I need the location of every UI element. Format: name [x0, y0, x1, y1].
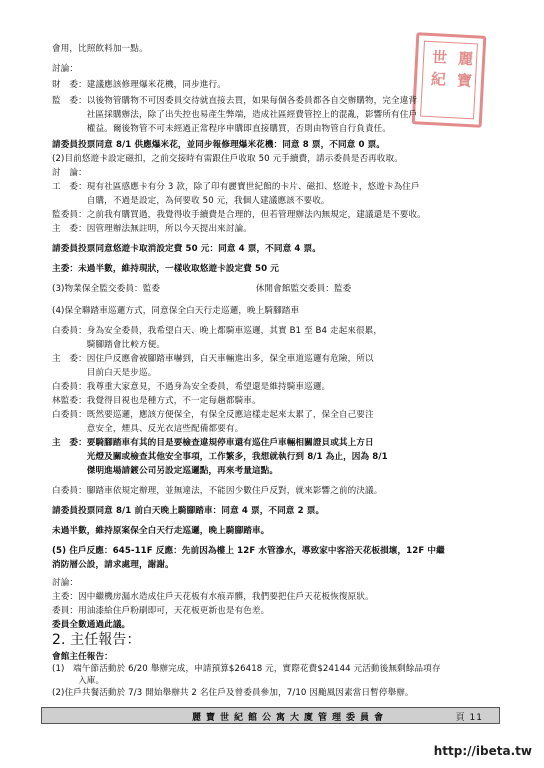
- text-line: 社區採購辦法，除了出失控也易產生弊端，造成社區經費管控上的混亂，影響所有住戶: [52, 110, 418, 120]
- vote-result: 請委員投票同意 8/1 前白天晚上騎腳踏車：同意 4 票，不同意 2 票。: [52, 506, 325, 516]
- text-line: 主 委：因管理辦法無註明，所以今天提出來討論。: [52, 224, 252, 234]
- text-line: 財 委：建議應該修理爆米花機，同步進行。: [52, 80, 226, 90]
- watermark: http://ibeta.tw: [433, 744, 532, 758]
- text-line: 自購，不過是設定，為何要收 50 元，我個人建議應該不要收。: [52, 196, 330, 206]
- text-line: 光燈及關或檢查其他安全事項，工作繁多，我想就執行到 8/1 為止，因為 8/1: [52, 452, 388, 462]
- text-line: 主委：因中繼機房漏水造成住戶天花板有水痕弄髒，我們要把住戶天花板恢復原狀。: [52, 592, 374, 602]
- vote-result: 請委員投票同意悠遊卡取消設定費 50 元：同意 4 票，不同意 4 票。: [52, 244, 321, 254]
- agenda-item: (4)保全聯踏車巡邏方式，同意保全白天行走巡邏，晚上騎腳踏車: [52, 306, 300, 316]
- text-line: 監 委：以後物管購物不可因委員交待就直接去買，如果每個各委員都各自交辦購物，完全違背: [52, 96, 418, 106]
- vote-result: 請委員投票同意 8/1 供應爆米花，並同步報修理爆米花機：同意 8 票，不同意 0 票。: [52, 140, 386, 150]
- text-line: 傑明進場請鍍公司另設定巡邏點，再來考量這點。: [52, 466, 279, 476]
- seal-char: 紀: [430, 70, 447, 89]
- text-line: 主 委：因住戶反應會被腳踏車嚇到，白天車輛進出多，保全車道巡邏有危險，所以: [52, 354, 374, 364]
- text-line: (1) 端午節活動於 6/20 舉辦完成，申請預算$26418 元，實際花費$24144 元活動後無剩餘品項存: [52, 664, 441, 674]
- text-line: 白委員：我尊重大家意見，不過身為安全委員，希望還是維持騎車巡邏。: [52, 382, 331, 392]
- resident-report: (5) 住戶反應：645-11F 反應：先前因為樓上 12F 水管滲水，導致家中客浴天花板損壞，12F 中繼: [52, 546, 445, 556]
- text-line: 意安全，煙具、反光衣這些配備都要有。: [52, 424, 244, 434]
- text-line: 白委員：身為安全委員，我希望白天、晚上都騎車巡邏，其實 B1 至 B4 走起來很累，: [52, 326, 383, 336]
- text-line: 討論：: [52, 64, 79, 74]
- red-stamp-seal: [412, 32, 487, 128]
- footer-title: 麗寶世紀館公寓大廈管理委員會: [192, 713, 389, 723]
- seal-char: 麗: [457, 49, 474, 69]
- text-line: 權益。爾後物管不可未經過正常程序申購即直接購買，否則由物管自行負責任。: [52, 124, 392, 134]
- seal-char: 世: [431, 48, 448, 67]
- text-line: 入庫。: [52, 676, 105, 686]
- seal-char: 寶: [456, 71, 473, 91]
- resident-report: 消防層公設，請求處理，謝謝。: [52, 560, 174, 570]
- text-line: 委員：用油漆給住戶粉刷即可，天花板更新也是有色差。: [52, 606, 270, 616]
- page-number: 頁 11: [455, 713, 483, 723]
- text-line: 討 論：: [52, 168, 87, 178]
- text-line: 討論：: [52, 578, 79, 588]
- text-line: 白委員：既然要巡邏，應該方便保全，有保全反應這樣走起來太累了，保全自己要注: [52, 410, 374, 420]
- text-line: 監委員：之前我有購買過，我覺得收手續費是合理的，但若管理辦法內無規定，建議還是不要收。: [52, 210, 426, 220]
- chair-decision: 主委：未過半數，維持現狀，一樣收取悠遊卡設定費 50 元: [52, 264, 279, 274]
- text-line: 林監委：我覺得目視也是種方式，不一定每趟都騎車。: [52, 396, 261, 406]
- subsection-heading: 會館主任報告：: [52, 652, 113, 662]
- text-line: (3)物業保全監交委員：監委 休閒會館監交委員：監委: [52, 284, 352, 294]
- page-footer: [41, 707, 500, 724]
- resolution: 委員全數通過此議。: [52, 620, 131, 630]
- text-line: 工 委：現有社區感應卡有分 3 款，除了印有麗寶世紀館的卡片、磁扣、悠遊卡，悠遊卡為住戶: [52, 182, 420, 192]
- text-line: 白委員：腳踏車依規定辦理，並無違法，不能因少數住戶反對，就來影響之前的決議。: [52, 486, 383, 496]
- text-line: 會用，比照飲料加一點。: [52, 44, 148, 54]
- text-line: 目前白天是步巡。: [52, 368, 157, 378]
- section-heading: 2. 主任報告：: [52, 632, 141, 648]
- text-line: (2)目前悠遊卡設定磁扣，之前交接時有需跟住戶收取 50 元手續費，請示委員是否再收取。: [52, 154, 403, 164]
- text-line: 騎腳踏會比較方便。: [52, 340, 166, 350]
- text-line: 主 委：要騎腳踏車有其的目是要檢查違規停車還有巡住戶車輛相關證貝或其上方日: [52, 438, 374, 448]
- text-line: (2)住戶共餐活動於 7/3 開始舉辦共 2 名住戶及曾委員參加，7/10 因颱風因素當日暫停舉辦。: [52, 688, 414, 698]
- chair-decision: 未過半數，維持原案保全白天行走巡邏，晚上騎腳踏車。: [52, 526, 270, 536]
